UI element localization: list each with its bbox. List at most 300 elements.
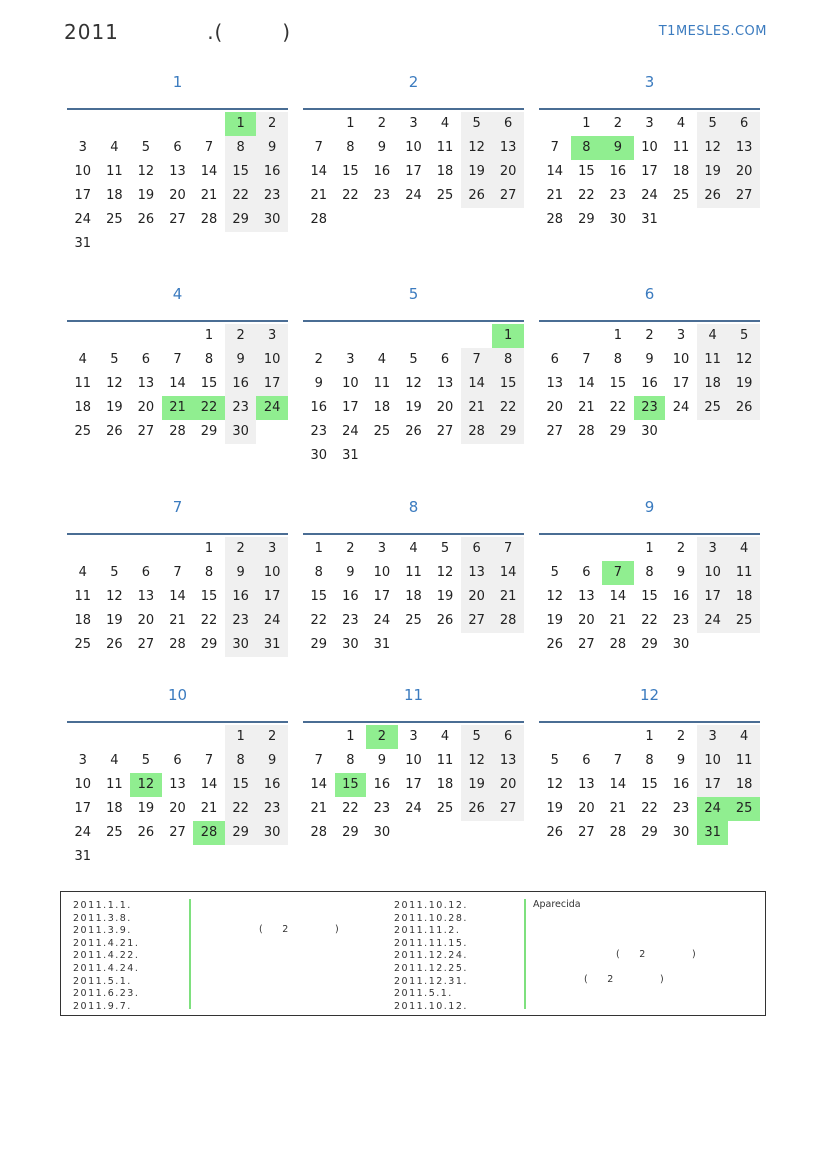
legend-divider: [189, 899, 191, 1009]
empty-day: [539, 324, 571, 348]
empty-day: [193, 725, 225, 749]
day-cell: 25: [405, 613, 422, 628]
month-name: 6: [644, 285, 655, 303]
day-cell: 11: [672, 140, 690, 155]
day-cell: 13: [436, 376, 454, 391]
day-cell: 2: [366, 725, 398, 749]
day-cell: 22: [641, 613, 658, 628]
day-cell: 10: [342, 376, 359, 391]
day-cell: 24: [405, 188, 422, 203]
day-cell: 24: [697, 797, 729, 821]
day-cell: 25: [106, 825, 123, 840]
day-cell: 6: [141, 352, 151, 367]
day-cell: 3: [409, 729, 418, 744]
week-row: [67, 725, 288, 749]
empty-day: [193, 845, 225, 869]
day-cell: 28: [169, 637, 186, 652]
empty-day: [335, 208, 367, 232]
day-cell: 28: [609, 637, 627, 652]
holiday-date: 2011.12.25.: [394, 962, 468, 974]
empty-day: [256, 420, 288, 444]
day-cell: 9: [377, 753, 387, 768]
holiday-date: 2011.5.1.: [73, 975, 132, 987]
day-cell: 24: [373, 613, 391, 628]
day-cell: 11: [74, 589, 92, 604]
empty-day: [162, 232, 194, 256]
day-cell: 13: [492, 749, 524, 773]
day-cell: 12: [728, 348, 760, 372]
month-grid: [539, 721, 760, 845]
day-cell: 21: [609, 613, 627, 628]
day-cell: 9: [676, 565, 686, 580]
day-cell: 3: [377, 541, 387, 556]
day-cell: 7: [582, 352, 591, 367]
day-cell: 3: [256, 324, 288, 348]
month-grid: [539, 320, 760, 444]
day-cell: 10: [405, 140, 422, 155]
day-cell: 27: [436, 424, 454, 439]
day-cell: 19: [137, 188, 155, 203]
day-cell: 16: [609, 164, 627, 179]
day-cell: 1: [225, 725, 257, 749]
day-cell: 29: [641, 825, 658, 840]
day-cell: 11: [373, 376, 391, 391]
month-5: [303, 284, 524, 463]
day-cell: 27: [169, 825, 186, 840]
day-cell: 2: [346, 541, 355, 556]
week-row: [539, 537, 760, 561]
empty-day: [571, 324, 603, 348]
day-cell: 29: [200, 424, 218, 439]
day-cell: 10: [697, 749, 729, 773]
empty-day: [602, 537, 634, 561]
day-cell: 29: [609, 424, 627, 439]
day-cell: 6: [582, 753, 591, 768]
day-cell: 30: [672, 637, 690, 652]
day-cell: 20: [461, 585, 493, 609]
empty-day: [398, 444, 430, 468]
day-cell: 6: [173, 753, 182, 768]
day-cell: 26: [461, 184, 493, 208]
month-grid: [67, 721, 288, 869]
day-cell: 10: [74, 777, 92, 792]
day-cell: 2: [314, 352, 323, 367]
day-cell: 14: [169, 589, 186, 604]
day-cell: 8: [204, 565, 214, 580]
empty-day: [130, 324, 162, 348]
day-cell: 17: [256, 372, 288, 396]
day-cell: 13: [546, 376, 564, 391]
day-cell: 6: [440, 352, 450, 367]
holiday-date: 2011.3.9.: [73, 925, 132, 937]
empty-day: [162, 725, 194, 749]
day-cell: 18: [697, 372, 729, 396]
day-cell: 1: [492, 324, 524, 348]
month-1: [67, 72, 288, 251]
day-cell: 19: [546, 801, 564, 816]
day-cell: 27: [578, 637, 595, 652]
month-name: 3: [644, 73, 655, 91]
month-grid: [303, 320, 524, 468]
day-cell: 11: [106, 164, 123, 179]
holiday-date: 2011.5.1.: [394, 988, 453, 1000]
empty-day: [571, 537, 603, 561]
day-cell: 18: [106, 801, 123, 816]
empty-day: [539, 112, 571, 136]
empty-day: [303, 324, 335, 348]
holiday-date: 2011.10.12.: [394, 900, 468, 911]
day-cell: 1: [346, 729, 355, 744]
empty-day: [130, 537, 162, 561]
day-cell: 18: [74, 613, 92, 628]
day-cell: 24: [74, 212, 92, 227]
day-cell: 12: [130, 773, 162, 797]
day-cell: 22: [342, 188, 359, 203]
day-cell: 15: [310, 589, 328, 604]
day-cell: 4: [728, 537, 760, 561]
day-cell: 23: [225, 396, 257, 420]
day-cell: 7: [173, 565, 182, 580]
day-cell: 20: [492, 773, 524, 797]
day-cell: 31: [697, 821, 729, 845]
week-row: [539, 633, 760, 657]
holiday-date: 2011.4.21.: [73, 937, 140, 949]
month-2: [303, 72, 524, 227]
day-cell: 13: [728, 136, 760, 160]
day-cell: 15: [492, 372, 524, 396]
day-cell: 25: [672, 188, 690, 203]
day-cell: 7: [613, 753, 623, 768]
week-row: [303, 372, 524, 396]
day-cell: 29: [200, 637, 218, 652]
day-cell: 10: [256, 561, 288, 585]
week-row: [67, 136, 288, 160]
legend-note: ( 2 ): [616, 949, 698, 960]
empty-day: [193, 112, 225, 136]
day-cell: 17: [342, 400, 359, 415]
day-cell: 6: [582, 565, 591, 580]
day-cell: 18: [106, 188, 123, 203]
week-row: [539, 396, 760, 420]
day-cell: 2: [377, 116, 387, 131]
holiday-date: 2011.6.23.: [73, 988, 140, 1000]
day-cell: 20: [546, 400, 564, 415]
day-cell: 1: [346, 116, 355, 131]
day-cell: 21: [461, 396, 493, 420]
holiday-dates-right: [394, 900, 468, 1013]
day-cell: 31: [641, 212, 658, 227]
day-cell: 14: [609, 777, 627, 792]
day-cell: 19: [461, 773, 493, 797]
day-cell: 24: [256, 609, 288, 633]
empty-day: [162, 537, 194, 561]
week-row: [303, 633, 524, 657]
week-row: [67, 420, 288, 444]
empty-day: [697, 208, 729, 232]
holiday-date: 2011.3.8.: [73, 912, 132, 924]
day-cell: 24: [672, 400, 690, 415]
empty-day: [99, 112, 131, 136]
day-cell: 28: [546, 212, 564, 227]
month-grid: [67, 108, 288, 256]
day-cell: 18: [728, 773, 760, 797]
week-row: [67, 633, 288, 657]
day-cell: 3: [676, 328, 686, 343]
day-cell: 4: [676, 116, 686, 131]
day-cell: 31: [256, 633, 288, 657]
day-cell: 21: [200, 801, 218, 816]
day-cell: 28: [310, 825, 328, 840]
day-cell: 22: [193, 396, 225, 420]
day-cell: 15: [225, 160, 257, 184]
day-cell: 6: [492, 112, 524, 136]
day-cell: 14: [310, 164, 328, 179]
week-row: [303, 396, 524, 420]
day-cell: 21: [310, 188, 328, 203]
month-3: [539, 72, 760, 227]
day-cell: 4: [78, 565, 87, 580]
holiday-date: 2011.10.12.: [394, 1000, 468, 1012]
week-row: [303, 420, 524, 444]
month-4: [67, 284, 288, 439]
month-name: 8: [408, 498, 419, 516]
day-cell: 9: [256, 136, 288, 160]
day-cell: 13: [137, 589, 155, 604]
day-cell: 16: [342, 589, 359, 604]
day-cell: 17: [405, 164, 422, 179]
day-cell: 20: [169, 188, 186, 203]
day-cell: 27: [137, 424, 155, 439]
day-cell: 7: [204, 753, 214, 768]
day-cell: 11: [436, 140, 454, 155]
week-row: [67, 561, 288, 585]
week-row: [539, 208, 760, 232]
day-cell: 12: [461, 749, 493, 773]
day-cell: 8: [225, 136, 257, 160]
day-cell: 10: [74, 164, 92, 179]
day-cell: 17: [74, 801, 92, 816]
day-cell: 15: [225, 773, 257, 797]
day-cell: 14: [546, 164, 564, 179]
day-cell: 4: [409, 541, 418, 556]
day-cell: 6: [173, 140, 182, 155]
week-row: [303, 324, 524, 348]
week-row: [539, 136, 760, 160]
day-cell: 15: [342, 164, 359, 179]
week-row: [303, 749, 524, 773]
week-row: [303, 184, 524, 208]
day-cell: 27: [461, 609, 493, 633]
day-cell: 5: [141, 140, 151, 155]
day-cell: 16: [641, 376, 658, 391]
empty-day: [225, 232, 257, 256]
week-row: [539, 773, 760, 797]
day-cell: 28: [578, 424, 595, 439]
week-row: [303, 537, 524, 561]
day-cell: 26: [697, 184, 729, 208]
empty-day: [429, 324, 461, 348]
empty-day: [99, 845, 131, 869]
month-name: 12: [639, 686, 660, 704]
day-cell: 21: [609, 801, 627, 816]
month-grid: [67, 533, 288, 657]
day-cell: 24: [405, 801, 422, 816]
empty-day: [571, 725, 603, 749]
day-cell: 7: [492, 537, 524, 561]
day-cell: 18: [672, 164, 690, 179]
day-cell: 5: [141, 753, 151, 768]
day-cell: 14: [200, 777, 218, 792]
day-cell: 8: [346, 140, 355, 155]
day-cell: 5: [440, 541, 450, 556]
day-cell: 26: [106, 424, 123, 439]
day-cell: 14: [310, 777, 328, 792]
week-row: [303, 797, 524, 821]
day-cell: 4: [697, 324, 729, 348]
week-row: [303, 160, 524, 184]
day-cell: 2: [256, 725, 288, 749]
day-cell: 18: [436, 164, 454, 179]
empty-day: [162, 112, 194, 136]
day-cell: 12: [137, 164, 155, 179]
empty-day: [728, 420, 760, 444]
empty-day: [130, 232, 162, 256]
day-cell: 3: [697, 537, 729, 561]
day-cell: 31: [342, 448, 359, 463]
day-cell: 10: [405, 753, 422, 768]
legend-note: ( 2 ): [584, 974, 666, 985]
day-cell: 27: [546, 424, 564, 439]
empty-day: [130, 725, 162, 749]
day-cell: 18: [405, 589, 422, 604]
day-cell: 28: [200, 212, 218, 227]
day-cell: 26: [137, 825, 155, 840]
day-cell: 17: [74, 188, 92, 203]
day-cell: 22: [342, 801, 359, 816]
day-cell: 21: [310, 801, 328, 816]
day-cell: 28: [169, 424, 186, 439]
day-cell: 7: [173, 352, 182, 367]
day-cell: 8: [571, 136, 603, 160]
day-cell: 30: [225, 420, 257, 444]
day-cell: 5: [110, 352, 119, 367]
day-cell: 4: [377, 352, 387, 367]
week-row: [67, 585, 288, 609]
week-row: [539, 160, 760, 184]
day-cell: 9: [645, 352, 654, 367]
day-cell: 27: [578, 825, 595, 840]
empty-day: [366, 444, 398, 468]
day-cell: 28: [193, 821, 225, 845]
day-cell: 5: [550, 565, 559, 580]
week-row: [539, 725, 760, 749]
day-cell: 23: [256, 184, 288, 208]
day-cell: 13: [492, 136, 524, 160]
holiday-date: 2011.11.15.: [394, 937, 468, 949]
month-name: 1: [172, 73, 183, 91]
empty-day: [130, 112, 162, 136]
day-cell: 1: [204, 541, 214, 556]
day-cell: 11: [728, 749, 760, 773]
day-cell: 1: [582, 116, 591, 131]
day-cell: 16: [225, 372, 257, 396]
day-cell: 9: [256, 749, 288, 773]
day-cell: 14: [578, 376, 595, 391]
day-cell: 4: [728, 725, 760, 749]
day-cell: 13: [461, 561, 493, 585]
empty-day: [697, 420, 729, 444]
day-cell: 27: [137, 637, 155, 652]
day-cell: 29: [225, 208, 257, 232]
week-row: [67, 609, 288, 633]
empty-day: [303, 112, 335, 136]
week-row: [539, 420, 760, 444]
day-cell: 9: [602, 136, 634, 160]
day-cell: 5: [697, 112, 729, 136]
month-8: [303, 497, 524, 652]
day-cell: 16: [256, 773, 288, 797]
day-cell: 8: [492, 348, 524, 372]
day-cell: 2: [225, 324, 257, 348]
site-link[interactable]: T1MESLES.COM: [658, 24, 767, 39]
day-cell: 14: [492, 561, 524, 585]
day-cell: 22: [578, 188, 595, 203]
empty-day: [256, 845, 288, 869]
day-cell: 16: [672, 589, 690, 604]
day-cell: 23: [373, 801, 391, 816]
day-cell: 23: [310, 424, 328, 439]
day-cell: 30: [641, 424, 658, 439]
day-cell: 6: [461, 537, 493, 561]
day-cell: 28: [310, 212, 328, 227]
day-cell: 19: [697, 160, 729, 184]
empty-day: [697, 633, 729, 657]
day-cell: 3: [645, 116, 654, 131]
day-cell: 2: [256, 112, 288, 136]
day-cell: 21: [169, 613, 186, 628]
holiday-date: 2011.4.22.: [73, 950, 140, 962]
day-cell: 12: [405, 376, 422, 391]
empty-day: [162, 845, 194, 869]
month-name: 10: [167, 686, 188, 704]
day-cell: 12: [106, 589, 123, 604]
empty-day: [303, 725, 335, 749]
day-cell: 1: [645, 541, 654, 556]
day-cell: 14: [169, 376, 186, 391]
empty-day: [665, 420, 697, 444]
day-cell: 19: [436, 589, 454, 604]
holiday-date: 2011.12.31.: [394, 975, 468, 987]
day-cell: 31: [74, 849, 92, 864]
day-cell: 22: [609, 400, 627, 415]
month-10: [67, 685, 288, 864]
day-cell: 7: [314, 140, 323, 155]
day-cell: 21: [200, 188, 218, 203]
day-cell: 8: [613, 352, 623, 367]
day-cell: 8: [314, 565, 323, 580]
month-name: 2: [408, 73, 419, 91]
day-cell: 11: [436, 753, 454, 768]
day-cell: 23: [672, 801, 690, 816]
day-cell: 22: [310, 613, 328, 628]
day-cell: 3: [256, 537, 288, 561]
day-cell: 10: [697, 561, 729, 585]
week-row: [539, 797, 760, 821]
day-cell: 25: [74, 637, 92, 652]
day-cell: 14: [609, 589, 627, 604]
day-cell: 26: [405, 424, 422, 439]
day-cell: 27: [492, 184, 524, 208]
